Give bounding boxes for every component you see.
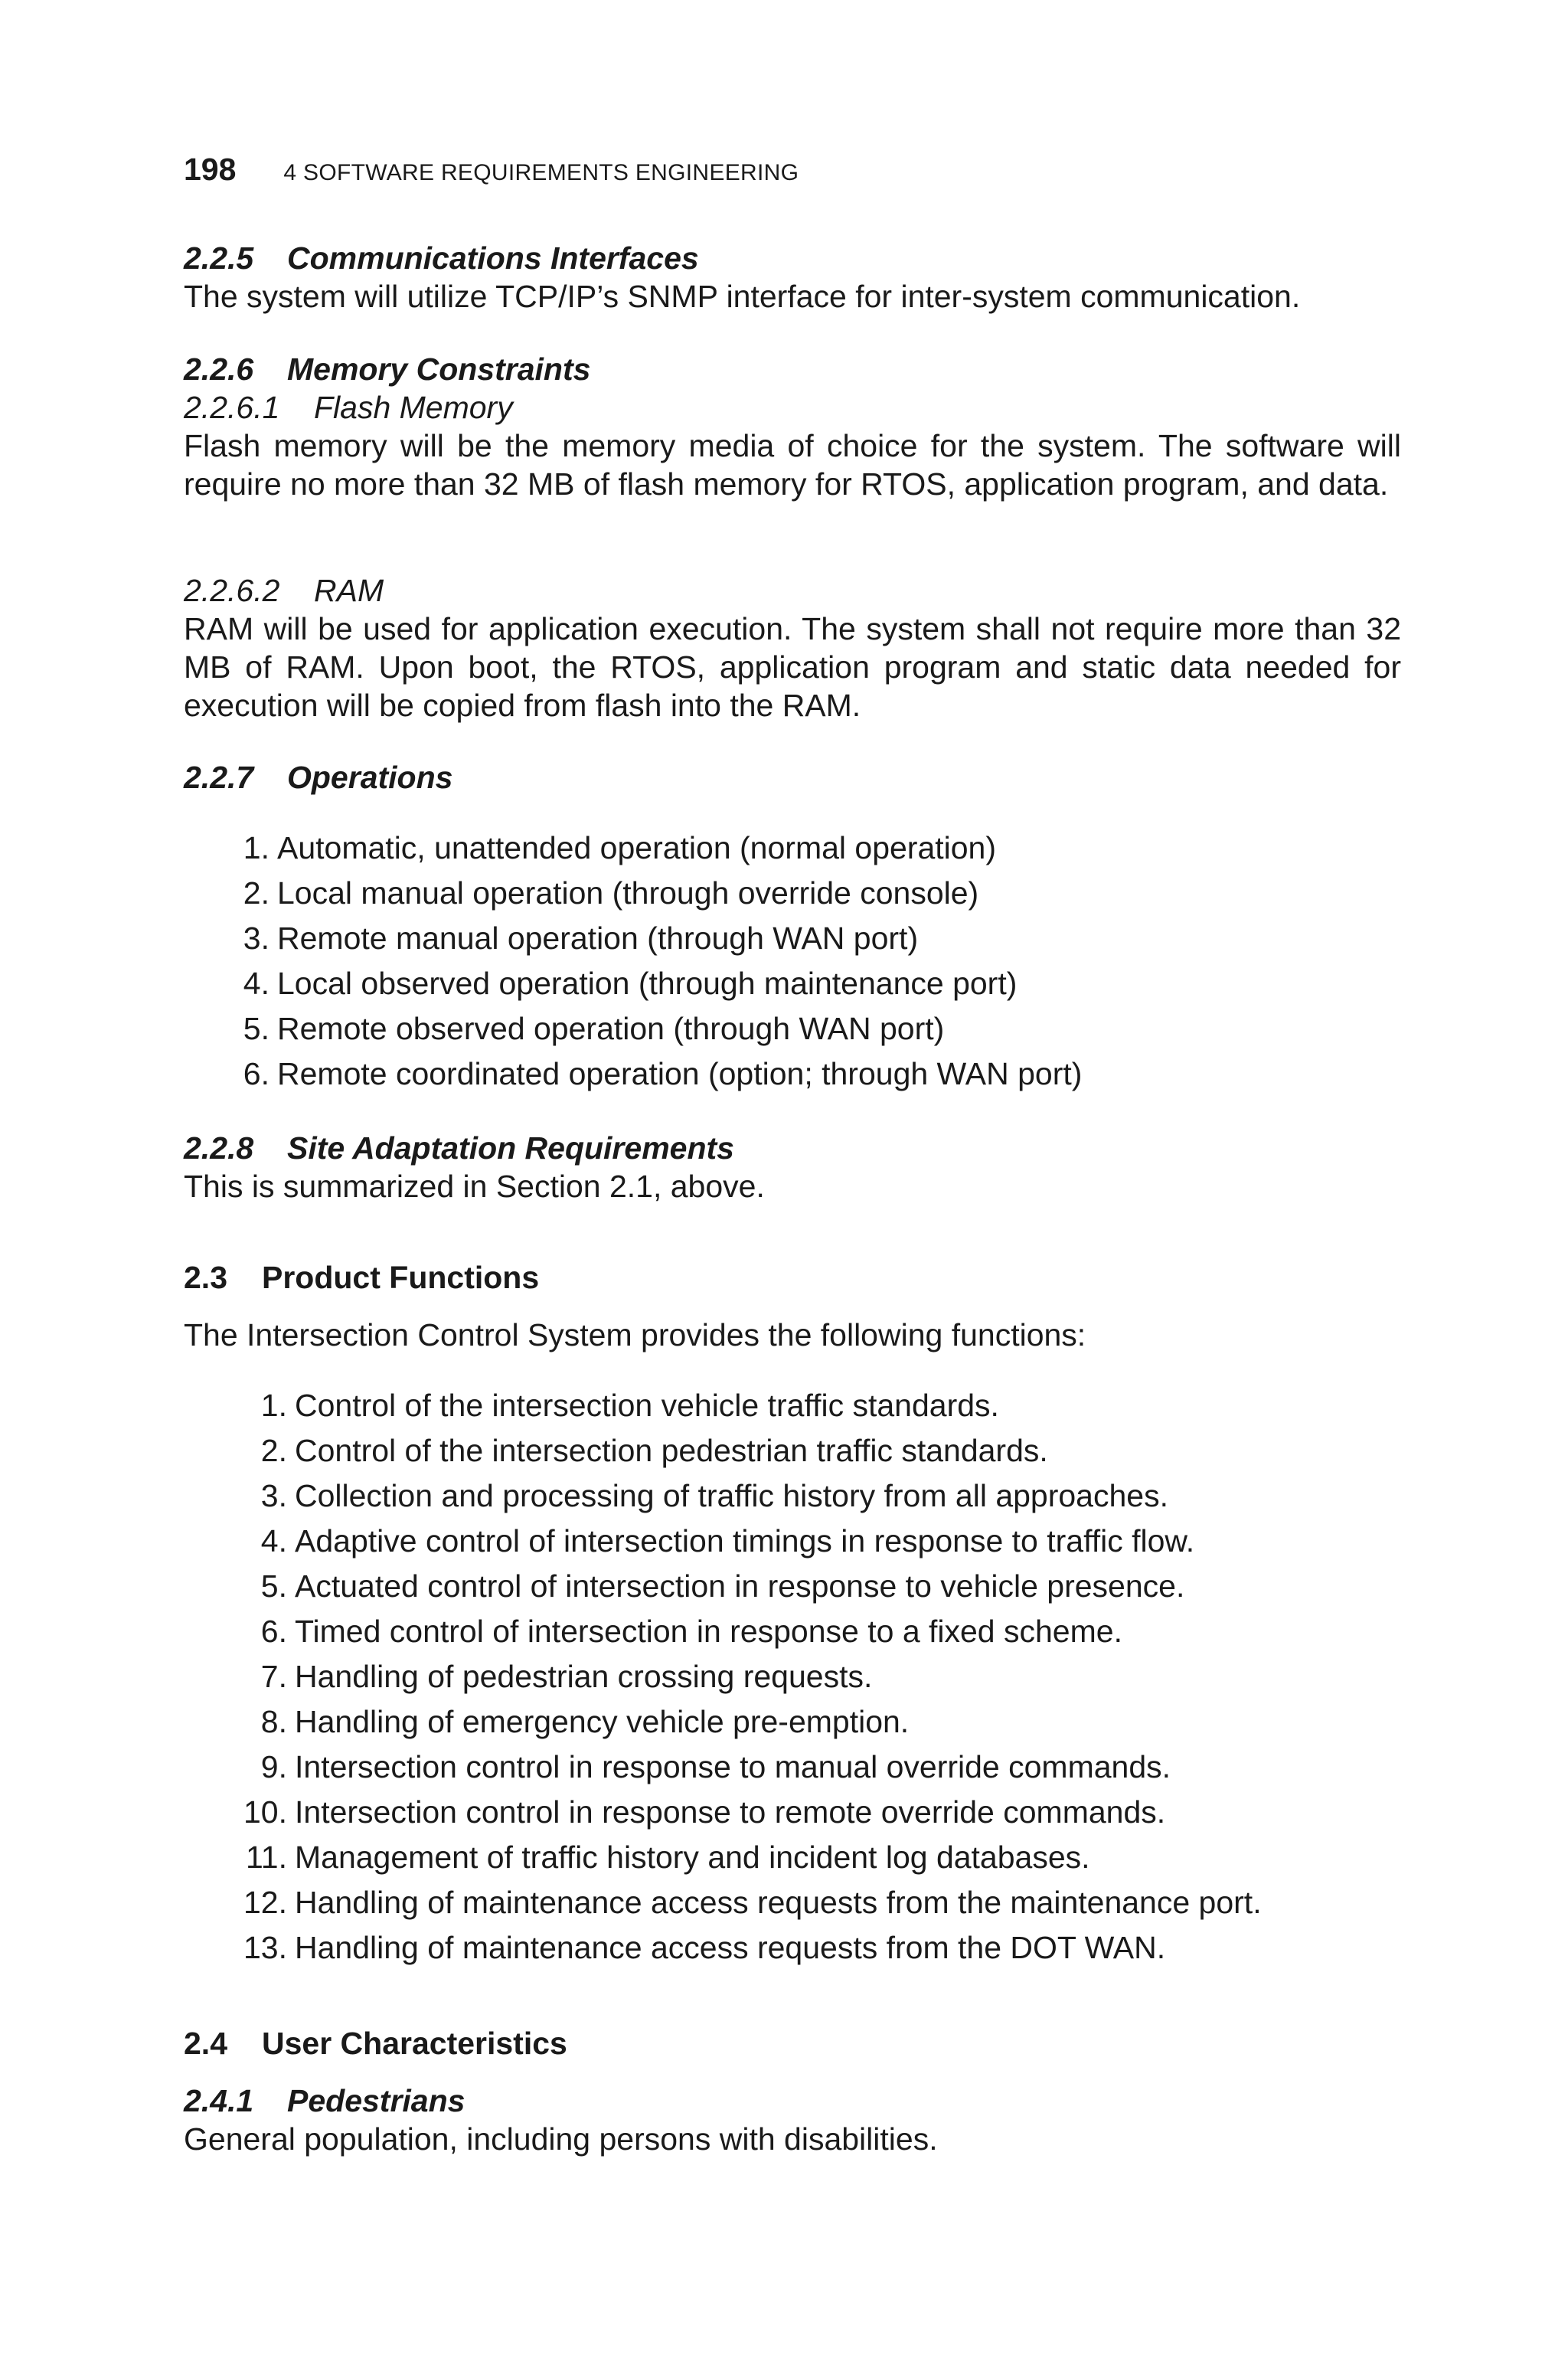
paragraph: This is summarized in Section 2.1, above. <box>184 1169 765 1204</box>
functions-list-wrap <box>184 1383 1401 1971</box>
subsection-heading <box>184 571 1401 610</box>
section-heading <box>184 2024 1401 2062</box>
section-2-2-6-2 <box>184 571 1401 724</box>
list-item-text: Remote observed operation (through WAN port) <box>277 1011 945 1046</box>
list-item-text: Intersection control in response to remote override commands. <box>295 1794 1166 1830</box>
list-item-text: Handling of emergency vehicle pre-emption. <box>295 1704 910 1739</box>
list-item-text: Local manual operation (through override console) <box>277 875 979 911</box>
list-item-number: 9. <box>260 1749 287 1784</box>
list-item-text: Automatic, unattended operation (normal operation) <box>277 830 997 865</box>
list-item-number: 12. <box>243 1885 287 1920</box>
list-item-number: 4. <box>260 1523 287 1558</box>
list-item <box>184 1654 1401 1699</box>
list-item <box>184 871 1401 916</box>
list-item <box>184 961 1401 1006</box>
section-2-2-6 <box>184 350 1401 503</box>
section-title: Site Adaptation Requirements <box>287 1130 734 1166</box>
list-item <box>184 1428 1401 1473</box>
section-number: 2.3 <box>184 1260 227 1295</box>
section-number: 2.2.6 <box>184 352 254 387</box>
list-item <box>184 1925 1401 1971</box>
list-item-text: Local observed operation (through maintenance port) <box>277 966 1018 1001</box>
paragraph: The Intersection Control System provides the following functions: <box>184 1317 1086 1352</box>
page-number: 198 <box>184 152 237 187</box>
list-item-number: 1. <box>260 1388 287 1423</box>
list-item-number: 3. <box>260 1478 287 1513</box>
list-item-number: 2. <box>260 1433 287 1468</box>
section-title: Operations <box>287 760 453 795</box>
list-item <box>184 1745 1401 1790</box>
list-item-text: Control of the intersection vehicle traffic standards. <box>295 1388 999 1423</box>
list-item-text: Handling of maintenance access requests from the maintenance port. <box>295 1885 1262 1920</box>
section-2-3 <box>184 1258 1401 1297</box>
list-item-number: 10. <box>243 1794 287 1830</box>
section-2-4 <box>184 2024 1401 2062</box>
operations-list <box>184 826 1401 1097</box>
list-item <box>184 1564 1401 1609</box>
list-item-number: 4. <box>243 966 270 1001</box>
list-item <box>184 1609 1401 1654</box>
list-item-text: Handling of pedestrian crossing requests. <box>295 1659 873 1694</box>
section-number: 2.2.5 <box>184 240 254 276</box>
list-item-number: 13. <box>243 1930 287 1965</box>
list-item-number: 3. <box>243 921 270 956</box>
section-title: Product Functions <box>262 1260 540 1295</box>
section-heading <box>184 758 1401 796</box>
list-item <box>184 1835 1401 1880</box>
list-item-text: Adaptive control of intersection timings in response to traffic flow. <box>295 1523 1195 1558</box>
subsection-title: Flash Memory <box>314 390 513 425</box>
running-head <box>184 152 799 188</box>
section-title: Memory Constraints <box>287 352 591 387</box>
section-2-2-5 <box>184 239 1401 316</box>
list-item-text: Handling of maintenance access requests from the DOT WAN. <box>295 1930 1166 1965</box>
list-item-text: Intersection control in response to manual override commands. <box>295 1749 1171 1784</box>
list-item-number: 2. <box>243 875 270 911</box>
section-2-2-7 <box>184 758 1401 796</box>
list-item-text: Timed control of intersection in response to a fixed scheme. <box>295 1614 1122 1649</box>
paragraph: General population, including persons with disabilities. <box>184 2121 938 2157</box>
section-2-2-8 <box>184 1129 1401 1205</box>
subsection-number: 2.4.1 <box>184 2083 254 2118</box>
list-item-text: Management of traffic history and incident log databases. <box>295 1840 1090 1875</box>
operations-list-wrap <box>184 826 1401 1097</box>
section-heading <box>184 239 1401 277</box>
paragraph: RAM will be used for application execution. The system shall not require more than 32 MB of RAM. Upon boot, the RTOS, application program and static data needed for execution will be copied from flash into the RAM. <box>184 611 1401 723</box>
section-2-3-intro <box>184 1316 1401 1354</box>
section-heading <box>184 350 1401 388</box>
subsection-heading <box>184 2082 1401 2120</box>
subsection-title: Pedestrians <box>287 2083 466 2118</box>
subsection-heading <box>184 388 1401 427</box>
list-item <box>184 916 1401 961</box>
subsection-number: 2.2.6.2 <box>184 573 280 608</box>
list-item-number: 7. <box>260 1659 287 1694</box>
list-item-text: Collection and processing of traffic history from all approaches. <box>295 1478 1168 1513</box>
list-item-number: 6. <box>260 1614 287 1649</box>
list-item <box>184 1052 1401 1097</box>
list-item-text: Remote coordinated operation (option; through WAN port) <box>277 1056 1083 1091</box>
section-number: 2.2.7 <box>184 760 254 795</box>
subsection-title: RAM <box>314 573 384 608</box>
section-title: User Characteristics <box>262 2026 567 2061</box>
paragraph: The system will utilize TCP/IP’s SNMP interface for inter-system communication. <box>184 279 1301 314</box>
list-item-number: 5. <box>243 1011 270 1046</box>
list-item-text: Remote manual operation (through WAN port) <box>277 921 919 956</box>
section-heading <box>184 1258 1401 1297</box>
list-item-text: Control of the intersection pedestrian traffic standards. <box>295 1433 1048 1468</box>
list-item-number: 5. <box>260 1568 287 1604</box>
list-item <box>184 1473 1401 1519</box>
chapter-label: 4 SOFTWARE REQUIREMENTS ENGINEERING <box>283 160 799 185</box>
list-item-number: 8. <box>260 1704 287 1739</box>
section-number: 2.4 <box>184 2026 227 2061</box>
list-item-number: 6. <box>243 1056 270 1091</box>
section-number: 2.2.8 <box>184 1130 254 1166</box>
list-item <box>184 1790 1401 1835</box>
list-item-text: Actuated control of intersection in response to vehicle presence. <box>295 1568 1185 1604</box>
functions-list <box>184 1383 1401 1971</box>
section-2-4-1 <box>184 2082 1401 2158</box>
subsection-number: 2.2.6.1 <box>184 390 280 425</box>
list-item <box>184 1383 1401 1428</box>
list-item <box>184 1519 1401 1564</box>
section-title: Communications Interfaces <box>287 240 699 276</box>
section-heading <box>184 1129 1401 1167</box>
paragraph: Flash memory will be the memory media of choice for the system. The software will require no more than 32 MB of flash memory for RTOS, application program, and data. <box>184 428 1401 502</box>
list-item <box>184 826 1401 871</box>
list-item-number: 11. <box>246 1840 287 1875</box>
list-item <box>184 1880 1401 1925</box>
list-item <box>184 1699 1401 1745</box>
list-item <box>184 1006 1401 1052</box>
list-item-number: 1. <box>243 830 270 865</box>
